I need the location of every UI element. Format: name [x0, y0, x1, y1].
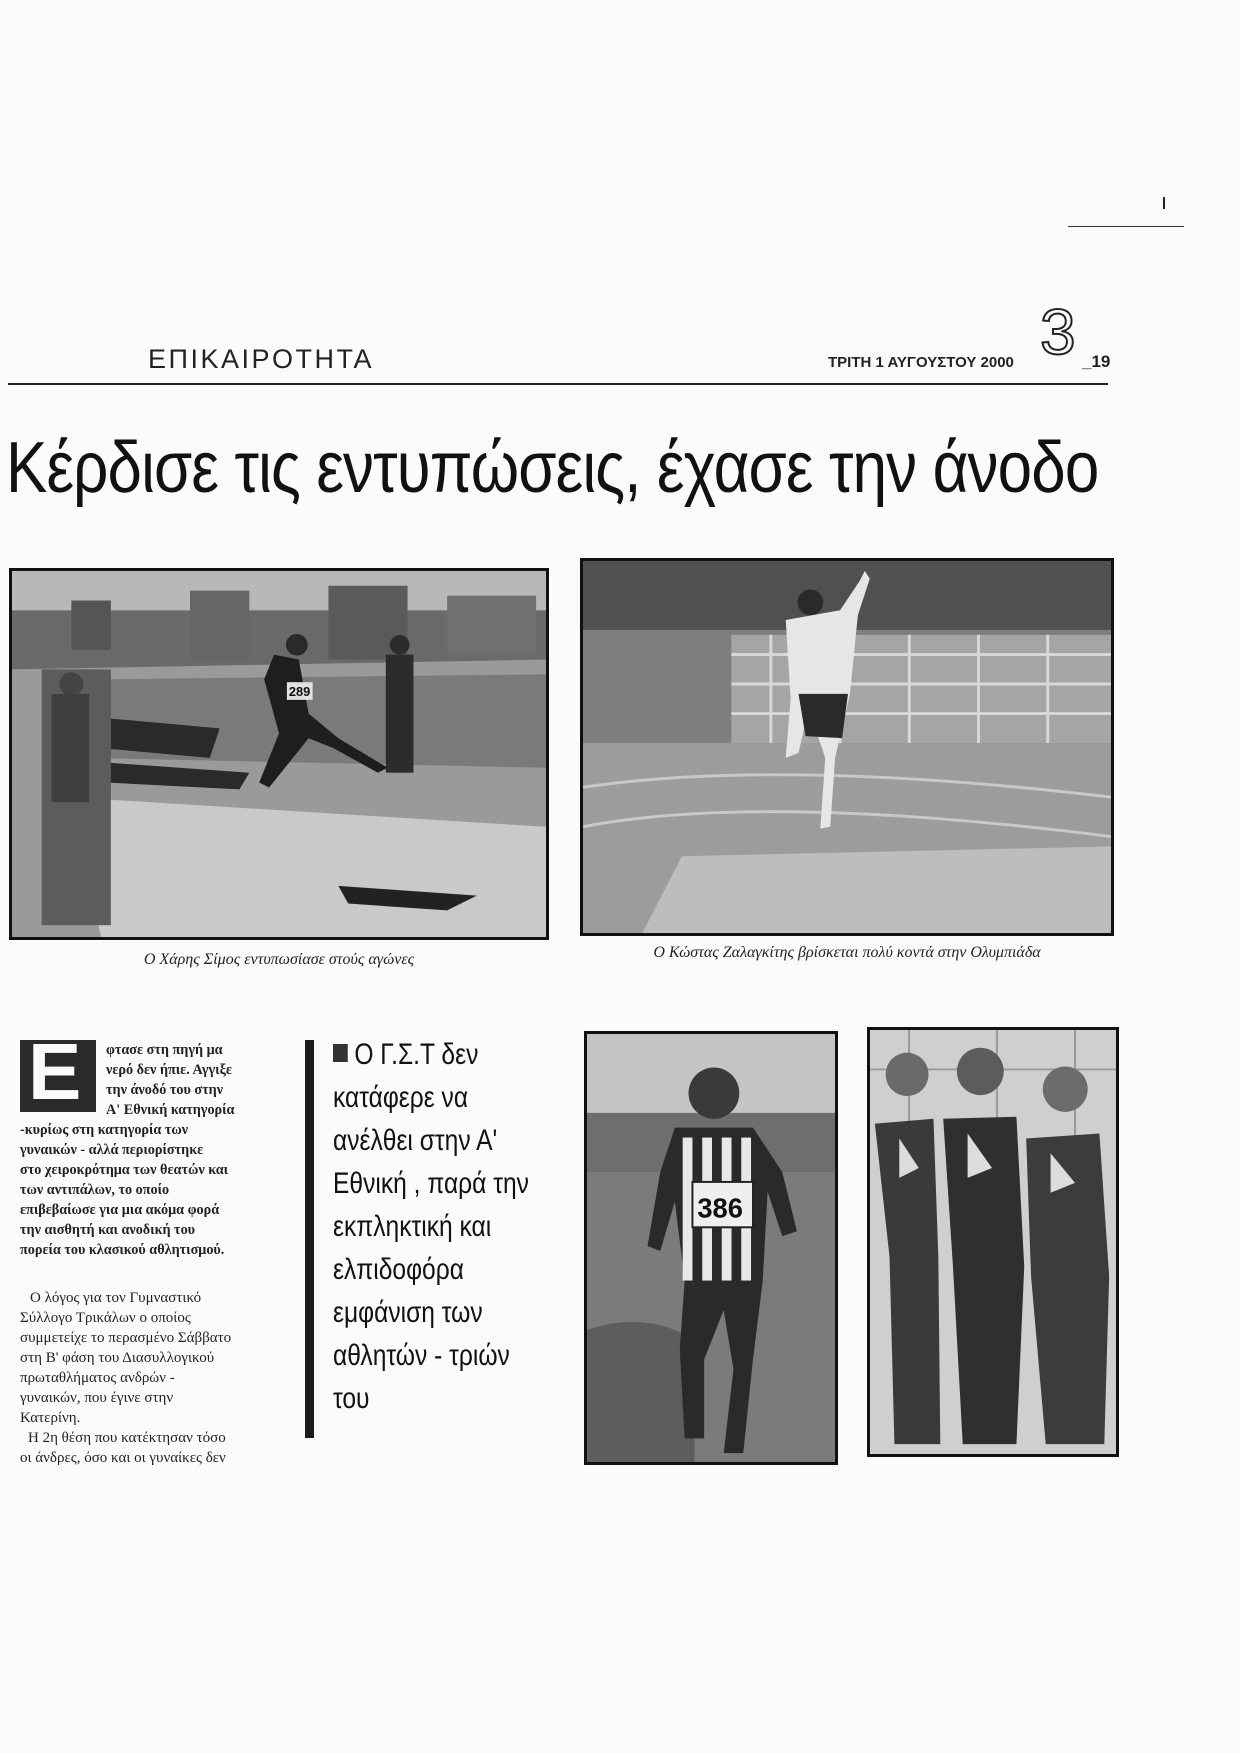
pullquote-line: ελπιδοφόρα: [333, 1253, 464, 1286]
lead-line: στο χειροκρότημα των θεατών και: [20, 1162, 229, 1178]
pullquote-line: αθλητών - τριών: [333, 1339, 510, 1372]
body-line: συμμετείχε το περασμένο Σάββατο: [20, 1330, 232, 1346]
pullquote-line: κατάφερε να: [333, 1081, 469, 1114]
pullquote-line: Εθνική , παρά την: [333, 1167, 529, 1200]
lead-line: πορεία του κλασικού αθλητισμού.: [20, 1242, 225, 1258]
lead-line: την άνοδό του στην: [106, 1082, 224, 1098]
drop-cap: Ε: [20, 1040, 96, 1112]
pullquote-line: εμφάνιση των: [333, 1296, 483, 1329]
issue-date: ΤΡΙΤΗ 1 ΑΥΓΟΥΣΤΟΥ 2000: [828, 354, 1014, 371]
bib-number: 289: [288, 683, 311, 699]
lead-line: επιβεβαίωσε για μια ακόμα φορά: [20, 1202, 220, 1218]
lead-line: φτασε στη πηγή μα: [106, 1042, 223, 1058]
scan-line: [1068, 226, 1184, 227]
body-line: στη Β' φάση του Διασυλλογικού: [20, 1350, 215, 1366]
lead-line: -κυρίως στη κατηγορία των: [20, 1122, 189, 1138]
photo-three-athletes: [867, 1027, 1119, 1457]
header-rule: [8, 383, 1108, 385]
caption-photo-1: Ο Χάρης Σίμος εντυπωσίασε στούς αγώνες: [143, 951, 415, 968]
pullquote-line: Ο Γ.Σ.Τ δεν: [333, 1033, 529, 1076]
lead-line: γυναικών - αλλά περιορίστηκε: [20, 1142, 204, 1158]
page-number: 3: [1040, 296, 1076, 368]
lead-line: την αισθητή και ανοδική του: [20, 1222, 196, 1238]
lead-line: νερό δεν ήπιε. Αγγιξε: [106, 1062, 232, 1078]
pullquote: [333, 1033, 529, 1420]
body-line: Σύλλογο Τρικάλων ο οποίος: [20, 1310, 191, 1326]
body-line: γυναικών, που έγινε στην: [20, 1390, 174, 1406]
body-line: οι άνδρες, όσο και οι γυναίκες δεν: [20, 1450, 226, 1466]
photo-runner: [584, 1031, 838, 1465]
section-title: ΕΠΙΚΑΙΡΟΤΗΤΑ: [148, 344, 375, 374]
lead-line: Α' Εθνική κατηγορία: [106, 1102, 235, 1118]
pullquote-line: του: [333, 1382, 370, 1415]
square-bullet-icon: [333, 1044, 348, 1062]
body-line: Ο λόγος για τον Γυμναστικό: [30, 1290, 202, 1306]
pullquote-line: εκπληκτική και: [333, 1210, 492, 1243]
lead-line: των αντιπάλων, το οποίο: [20, 1182, 170, 1198]
body-line: Κατερίνη.: [20, 1410, 81, 1426]
photo-long-jump: [9, 568, 549, 940]
body-line: πρωταθλήματος ανδρών -: [20, 1370, 175, 1386]
pullquote-line: ανέλθει στην Α': [333, 1124, 498, 1157]
photo-high-jump: [580, 558, 1114, 936]
headline: Κέρδισε τις εντυπώσεις, έχασε την άνοδο: [6, 428, 1099, 508]
caption-photo-2: Ο Κώστας Ζαλαγκίτης βρίσκεται πολύ κοντά στην Ολυμπιάδα: [653, 944, 1041, 961]
bib-number: 386: [697, 1192, 743, 1224]
body-line: Η 2η θέση που κατέκτησαν τόσο: [28, 1430, 226, 1446]
scan-mark: [1163, 197, 1165, 209]
pullquote-bar: [305, 1040, 314, 1438]
page-suffix: _19: [1082, 352, 1111, 371]
